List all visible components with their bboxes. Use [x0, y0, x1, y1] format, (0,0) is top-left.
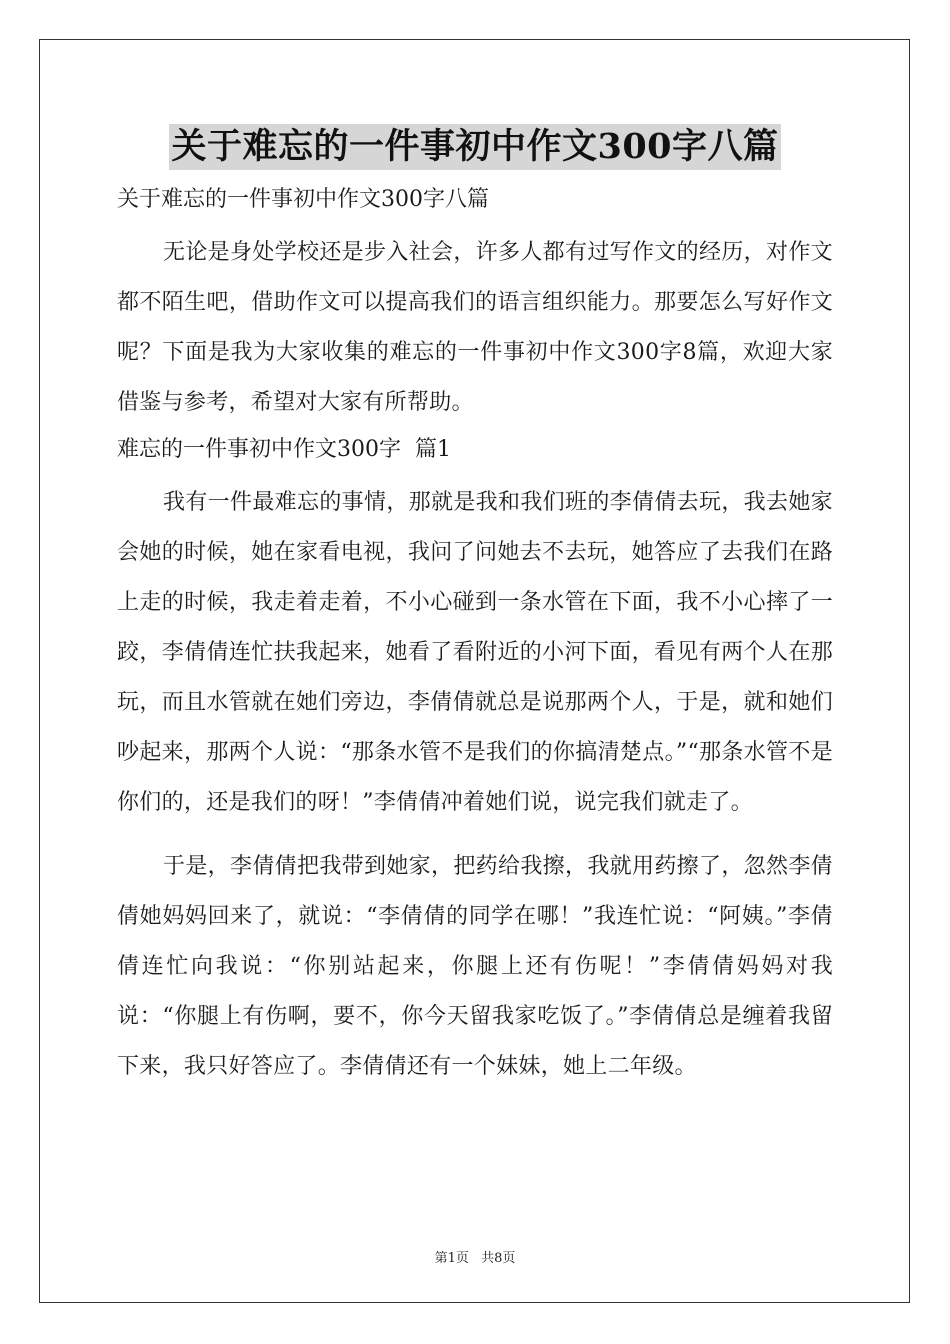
- section-heading: 难忘的一件事初中作文300字 篇1: [117, 437, 451, 462]
- document-subtitle: 关于难忘的一件事初中作文300字八篇: [117, 187, 489, 212]
- body-paragraph: 于是，李倩倩把我带到她家，把药给我擦，我就用药擦了，忽然李倩倩她妈妈回来了，就说：“李倩倩的同学在哪！”我连忙说：“阿姨。”李倩倩连忙向我说：“你别站起来，你腿上还有伤呢！”李倩倩妈妈对我说：“你腿上有伤啊，要不，你今天留我家吃饭了。”李倩倩总是缠着我留下来，我只好答应了。李倩倩还有一个妹妹，她上二年级。: [117, 854, 833, 1079]
- body-paragraph: 我有一件最难忘的事情，那就是我和我们班的李倩倩去玩，我去她家会她的时候，她在家看电视，我问了问她去不去玩，她答应了去我们在路上走的时候，我走着走着，不小心碰到一条水管在下面，我不小心摔了一跤，李倩倩连忙扶我起来，她看了看附近的小河下面，看见有两个人在那玩，而且水管就在她们旁边，李倩倩就总是说那两个人，于是，就和她们吵起来，那两个人说：“那条水管不是我们的你搞清楚点。”“那条水管不是你们的，还是我们的呀！”李倩倩冲着她们说，说完我们就走了。: [117, 490, 833, 815]
- document-body: [117, 178, 833, 1092]
- page-number: 第1页: [434, 1251, 469, 1266]
- document-title: 关于难忘的一件事初中作文300字八篇: [169, 124, 780, 170]
- page-footer: [0, 1247, 950, 1266]
- page-total: 共8页: [481, 1251, 516, 1266]
- intro-paragraph: 无论是身处学校还是步入社会，许多人都有过写作文的经历，对作文都不陌生吧，借助作文可以提高我们的语言组织能力。那要怎么写好作文呢？下面是我为大家收集的难忘的一件事初中作文300字8篇，欢迎大家借鉴与参考，希望对大家有所帮助。: [117, 240, 833, 415]
- title-area: [0, 124, 950, 170]
